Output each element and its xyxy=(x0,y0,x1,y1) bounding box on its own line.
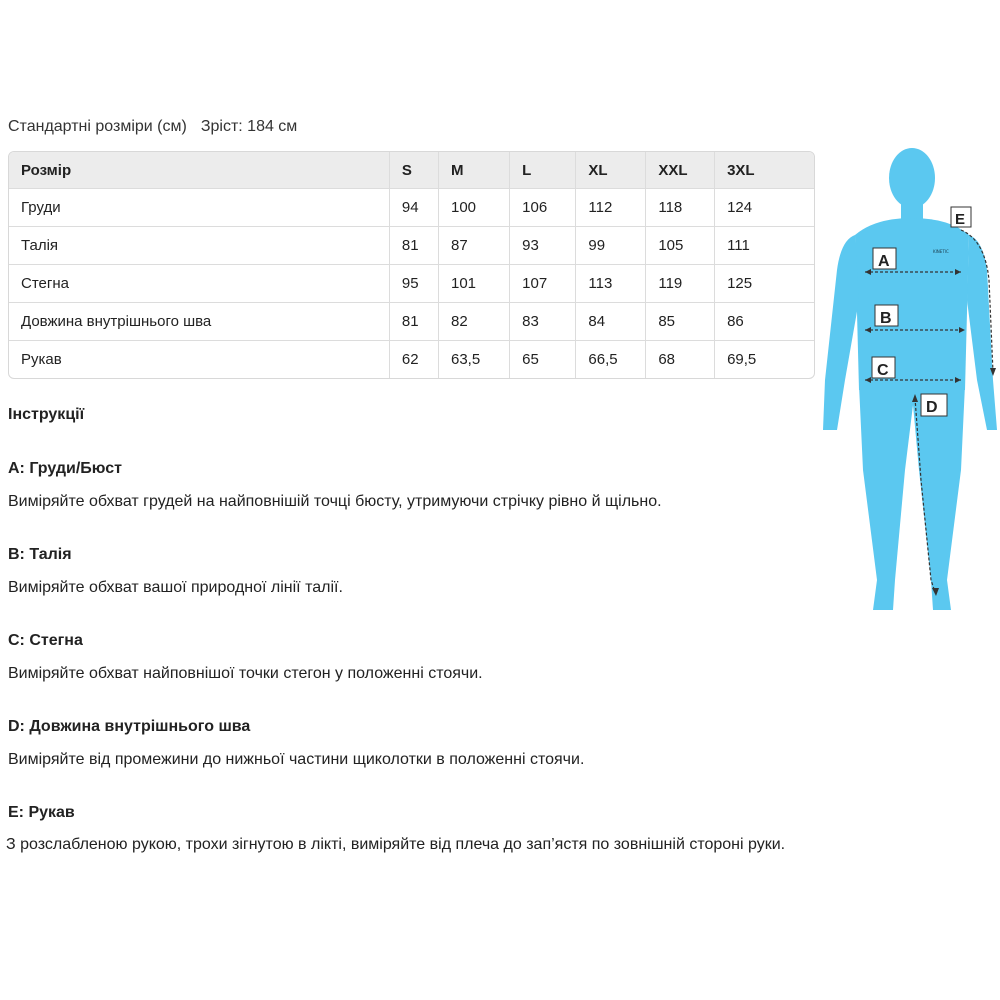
table-cell: 87 xyxy=(438,227,509,265)
table-cell: Рукав xyxy=(9,341,389,379)
column-header: 3XL xyxy=(715,152,814,189)
table-cell: 62 xyxy=(389,341,438,379)
table-cell: 93 xyxy=(510,227,576,265)
table-row xyxy=(9,227,814,265)
shirt-logo: KINETIC xyxy=(933,249,949,254)
table-cell: 101 xyxy=(438,265,509,303)
table-header-row xyxy=(9,152,814,189)
table-cell: 83 xyxy=(510,303,576,341)
label-d: D xyxy=(926,399,938,416)
table-cell: 85 xyxy=(646,303,715,341)
table-cell: 124 xyxy=(715,189,814,227)
table-cell: 63,5 xyxy=(438,341,509,379)
table-cell: 100 xyxy=(438,189,509,227)
column-header: S xyxy=(389,152,438,189)
instruction-e-title: E: Рукав xyxy=(8,804,75,821)
column-header: XXL xyxy=(646,152,715,189)
table-cell: 86 xyxy=(715,303,814,341)
instruction-d-text: Виміряйте від промежини до нижньої частини щиколотки в положенні стоячи. xyxy=(8,751,585,768)
table-cell: Груди xyxy=(9,189,389,227)
table-cell: 69,5 xyxy=(727,351,757,368)
table-cell: Довжина внутрішнього шва xyxy=(9,303,389,341)
table-cell: 118 xyxy=(646,189,715,227)
label-a-box xyxy=(873,248,896,270)
column-header: L xyxy=(510,152,576,189)
table-cell: 95 xyxy=(389,265,438,303)
table-cell: 66,5 xyxy=(576,341,646,379)
table-cell: 94 xyxy=(389,189,438,227)
standard-sizes-label: Стандартні розміри (см) xyxy=(8,118,187,135)
table-cell: Талія xyxy=(9,227,389,265)
instruction-b-text: Виміряйте обхват вашої природної лінії талії. xyxy=(8,579,343,596)
instruction-c-text: Виміряйте обхват найповнішої точки стегон у положенні стоячи. xyxy=(8,665,483,682)
label-e: E xyxy=(955,211,966,228)
instruction-c-title: C: Стегна xyxy=(8,632,83,649)
table-row xyxy=(9,303,814,341)
label-e-box xyxy=(951,207,971,228)
instruction-b-title: B: Талія xyxy=(8,546,72,563)
label-b-box xyxy=(875,305,898,327)
table-cell: 105 xyxy=(646,227,715,265)
table-cell: 107 xyxy=(510,265,576,303)
instruction-e-text: З розслабленою рукою, трохи зігнутою в лікті, виміряйте від плеча до зап’ястя по зовнішній стороні руки. xyxy=(6,836,786,853)
table-row xyxy=(9,265,814,303)
column-header: M xyxy=(438,152,509,189)
instructions-heading: Інструкції xyxy=(8,406,85,423)
instruction-a-title: A: Груди/Бюст xyxy=(8,460,122,477)
instruction-d-title: D: Довжина внутрішнього шва xyxy=(8,718,251,735)
table-cell: 99 xyxy=(576,227,646,265)
column-header: XL xyxy=(576,152,646,189)
label-d-box xyxy=(921,394,947,416)
table-cell: 68 xyxy=(646,341,715,379)
label-c-box xyxy=(872,357,895,379)
table-cell: 112 xyxy=(576,189,646,227)
table-row xyxy=(9,341,814,379)
table-cell: 125 xyxy=(715,265,814,303)
table-cell: 119 xyxy=(646,265,715,303)
body-measurement-figure xyxy=(815,140,1000,630)
table-cell: 81 xyxy=(389,303,438,341)
table-cell: 84 xyxy=(576,303,646,341)
size-chart-heading xyxy=(8,118,297,136)
size-table xyxy=(8,151,815,379)
table-cell: Стегна xyxy=(9,265,389,303)
column-header: Розмір xyxy=(9,152,389,189)
label-b: B xyxy=(880,310,892,327)
instruction-a-text: Виміряйте обхват грудей на найповнішій точці бюсту, утримуючи стрічку рівно й щільно. xyxy=(8,493,662,510)
label-c: C xyxy=(877,362,889,379)
table-cell: 82 xyxy=(438,303,509,341)
table-cell: 106 xyxy=(510,189,576,227)
table-cell: 81 xyxy=(389,227,438,265)
table-cell: 65 xyxy=(510,341,576,379)
table-row xyxy=(9,189,814,227)
label-a: A xyxy=(878,253,890,270)
table-cell: 113 xyxy=(576,265,646,303)
table-cell: 111 xyxy=(715,227,814,265)
height-label: Зріст: 184 см xyxy=(200,118,298,135)
